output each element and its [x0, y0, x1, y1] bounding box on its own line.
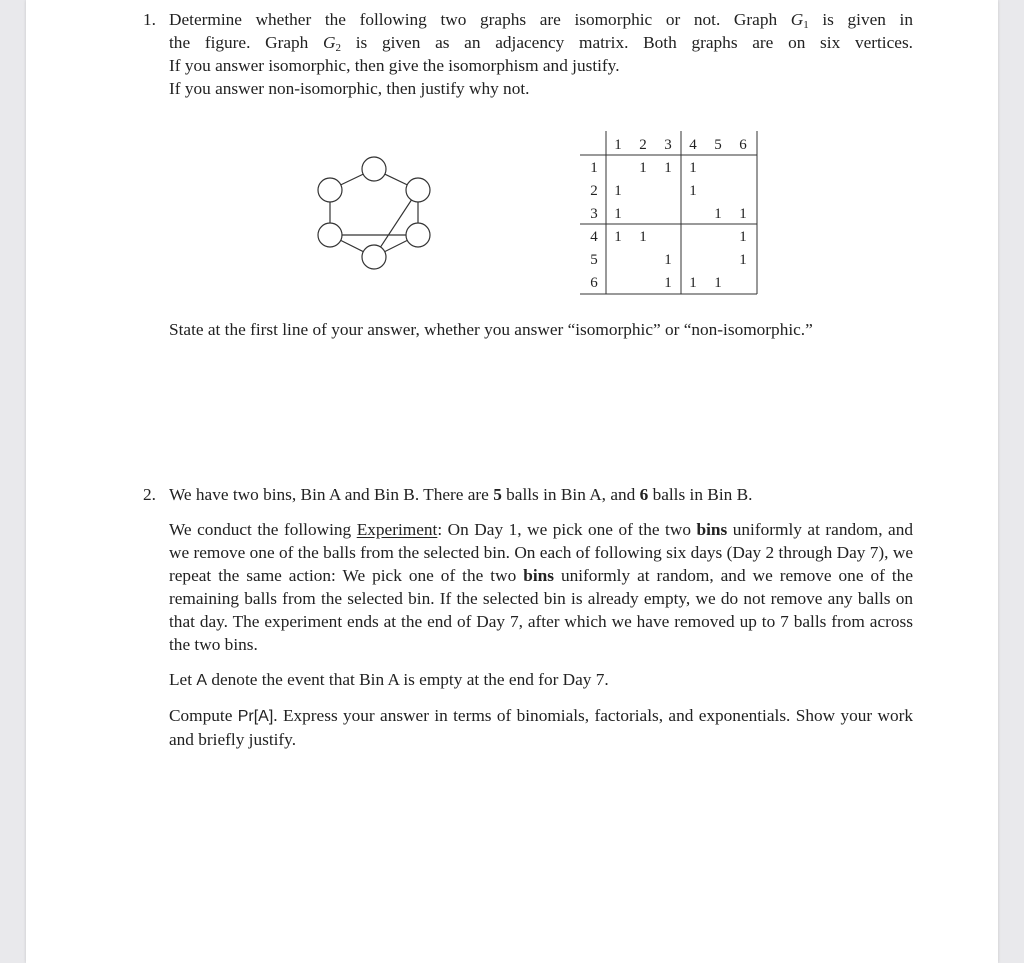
graph-vertex	[318, 223, 342, 247]
matrix-column-header: 5	[714, 137, 722, 153]
question-1-instruction: State at the first line of your answer, whether you answer “isomorphic” or “non-isomorphic.”	[169, 320, 813, 339]
matrix-row-header: 6	[590, 275, 598, 291]
matrix-cell: 1	[614, 183, 622, 199]
matrix-cell: 1	[639, 229, 647, 245]
graph-vertex	[406, 178, 430, 202]
matrix-column-header: 1	[614, 137, 622, 153]
question-1-line-1: Determine whether the following two graphs are isomorphic or not. Graph $G_1$ is given in	[169, 10, 913, 31]
question-1	[143, 8, 913, 100]
question-1-line-3: If you answer isomorphic, then give the isomorphism and justify.	[169, 56, 620, 75]
question-2-number: 2.	[143, 485, 156, 504]
question-2	[143, 483, 913, 751]
matrix-cell: 1	[739, 229, 747, 245]
matrix-cell: 1	[614, 229, 622, 245]
document-page	[26, 0, 998, 963]
matrix-cell: 1	[664, 275, 672, 291]
graph-vertex	[362, 245, 386, 269]
matrix-cell: 1	[614, 206, 622, 222]
matrix-row-header: 5	[590, 252, 598, 268]
matrix-row-header: 3	[590, 206, 598, 222]
matrix-cell: 1	[689, 160, 697, 176]
matrix-cell: 1	[664, 252, 672, 268]
question-1-line-2: the figure. Graph $G_2$ is given as an adjacency matrix. Both graphs are on six vertices.	[169, 33, 913, 54]
matrix-row-header: 1	[590, 160, 598, 176]
matrix-cell: 1	[714, 275, 722, 291]
matrix-cell: 1	[639, 160, 647, 176]
graph-vertex	[406, 223, 430, 247]
graph-g1-figure	[300, 145, 450, 275]
matrix-column-header: 4	[689, 137, 697, 153]
question-2-event: Let A denote the event that Bin A is empty at the end for Day 7.	[169, 670, 609, 689]
matrix-column-header: 2	[639, 137, 647, 153]
matrix-cell: 1	[714, 206, 722, 222]
adjacency-matrix	[575, 128, 765, 298]
question-2-compute: Compute Pr[A]. Express your answer in terms of binomials, factorials, and exponentials. Show your work and briefly justify.	[169, 706, 913, 749]
matrix-cell: 1	[664, 160, 672, 176]
question-2-experiment: We conduct the following Experiment: On Day 1, we pick one of the two bins uniformly at random, and we remove one of the balls from the selected bin. On each of following six days (Day 2 through Day 7), we repeat the same action: We pick one of the two bins uniformly at random, and we remove one of the remaining balls from the selected bin. If the selected bin is already empty, we do not remove any balls on that day. The experiment ends at the end of Day 7, after which we have removed up to 7 balls from across the two bins.	[169, 520, 913, 654]
question-1-number: 1.	[143, 10, 156, 29]
matrix-column-header: 3	[664, 137, 672, 153]
matrix-row-header: 4	[590, 229, 598, 245]
matrix-cell: 1	[689, 275, 697, 291]
matrix-column-header: 6	[739, 137, 747, 153]
question-1-line-4: If you answer non-isomorphic, then justify why not.	[169, 79, 530, 98]
matrix-row-header: 2	[590, 183, 598, 199]
graph-vertex	[318, 178, 342, 202]
matrix-cell: 1	[739, 252, 747, 268]
graph-vertex	[362, 157, 386, 181]
matrix-cell: 1	[689, 183, 697, 199]
matrix-cell: 1	[739, 206, 747, 222]
question-2-intro: We have two bins, Bin A and Bin B. There are 5 balls in Bin A, and 6 balls in Bin B.	[169, 485, 753, 504]
